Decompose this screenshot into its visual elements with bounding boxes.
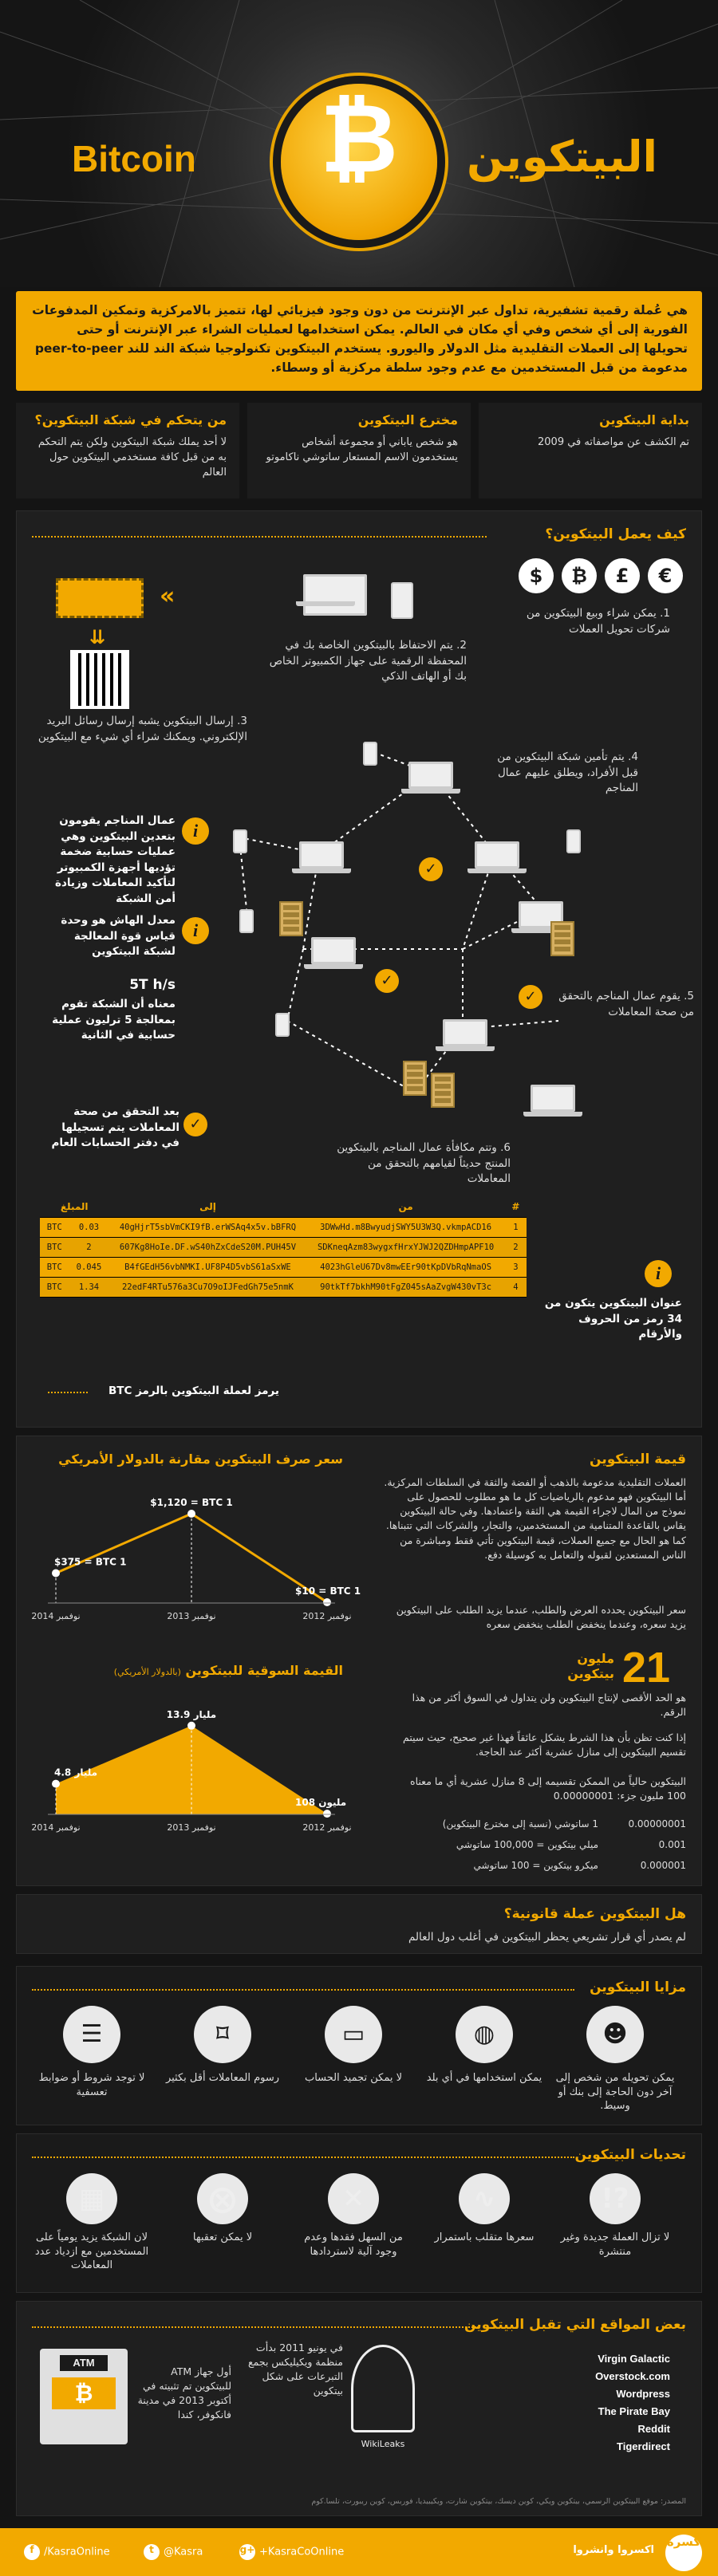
amount: 0.045 [69,1258,109,1278]
swap-arrows-icon: « [160,582,176,610]
legal-text: لم يصدر أي قرار تشريعي يحظر البيتكوين في أغلب دول العالم [408,1931,686,1944]
info-icon: i [645,1260,672,1287]
fact-title: مخترع البيتكوين [357,412,458,427]
node-laptop-icon [311,937,356,964]
challenge-item [32,2173,152,2273]
row-number: 4 [505,1278,527,1298]
million-number: 21 [622,1644,671,1692]
data-label: 108 مليون [295,1797,347,1809]
data-point [187,1722,195,1730]
facebook-icon: f [24,2544,40,2560]
places-title: بعض المواقع التي تقبل البيتكوين [464,2317,686,2333]
fact-text: تم الكشف عن مواصفاته في 2009 [538,436,689,448]
down-arrows-icon: ⇊ [89,626,106,648]
fact-title: من يتحكم في شبكة البيتكوين؟ [34,412,227,427]
challenge-icon: ∿ [459,2173,510,2224]
amount: 0.03 [69,1218,109,1238]
accepting-site: Reddit [637,2423,670,2435]
data-label: $10 = BTC 1 [295,1585,361,1597]
currency-coin-icon: £ [605,558,640,593]
from-address: 3DWwHd.m8BwyudjSWY5U3W3Q.vkmpACD16 [307,1218,505,1238]
ledger-table [40,1196,527,1298]
unit-btc-value: 0.001 [658,1839,686,1850]
fact-start [479,403,702,498]
atm-text: أول جهاز ATM للبيتكوين تم تثبيته في أكتوبر 2013 في مدينة فانكوفر، كندا [137,2365,231,2421]
currency-coin-icon: ₿ [562,558,597,593]
qr-code-icon [70,650,129,709]
table-row [40,1258,527,1278]
dotted-divider [32,2326,479,2328]
data-point [52,1780,60,1788]
x-tick-label: 2012 نوفمبر [302,1822,352,1833]
challenge-icon: ✕ [328,2173,379,2224]
to-address: 40gHjrT5sbVmCKI9fB.erWSAq4x5v.bBFRQ [108,1218,306,1238]
data-label: 13.9 مليار [166,1708,217,1720]
googleplus-icon: g+ [239,2544,255,2560]
data-label: $375 = BTC 1 [54,1556,127,1568]
unit: BTC [40,1218,69,1238]
unit-equivalent: 1 ساتوشي (نسبة إلى مخترع البيتكوين) [442,1818,598,1830]
step-5: 5. يقوم عمال المناجم بالتحقق من صحة المعاملات [558,990,694,1018]
value-paragraph-3: هو الحد الأقصى لإنتاج البيتكوين ولن يتداول في السوق أكثر من هذا الرقم. [412,1692,686,1719]
advantage-text: رسوم المعاملات أقل بكثير [165,2072,280,2084]
x-tick-label: 2014 نوفمبر [31,1611,81,1621]
advantage-text: يمكن استخدامها في أي بلد [426,2072,542,2084]
challenges-title: تحديات البيتكوين [574,2147,686,2163]
node-laptop-icon [531,1085,575,1112]
unit: BTC [40,1278,69,1298]
node-phone-icon [566,829,581,853]
data-point [323,1598,331,1606]
amount: 2 [69,1238,109,1258]
unit-btc-value: 0.000001 [640,1860,686,1871]
symbol-note: يرمز لعملة البيتكوين بالرمز BTC [108,1385,279,1397]
node-laptop-icon [475,841,519,869]
accepting-site: Wordpress [616,2388,670,2400]
how-title: كيف يعمل البيتكوين؟ [545,526,686,542]
challenge-item [424,2173,544,2245]
data-label: $1,120 = BTC 1 [150,1497,233,1508]
col-number: # [505,1196,527,1218]
wikileaks-hourglass-icon [351,2345,415,2432]
value-title: قيمة البيتكوين [590,1451,686,1467]
bitcoin-symbol: ₿ [320,84,398,195]
dotted-pointer [48,1392,88,1393]
col-to: إلى [108,1196,306,1218]
from-address: 90tkTf7bkhM90tFgZ045sAaZvgW430vT3c [307,1278,505,1298]
table-row [40,1218,527,1238]
hash-rate-meaning: معناه أن الشبكة تقوم بمعالجة 5 ترليون عملية حسابية في الثانية [52,998,176,1042]
brand-logo: كسرة [665,2535,702,2571]
unit: BTC [40,1258,69,1278]
col-from: من [307,1196,505,1218]
data-point [323,1810,331,1818]
step-2: 2. يتم الاحتفاظ بالبيتكوين الخاصة بك في المحفظة الرقمية على جهاز الكمبيوتر الخاص بك أو الهاتف الذكي [269,639,467,683]
advantage-text: يمكن تحويله من شخص إلى آخر دون الحاجة إلى بنك أو وسيط. [555,2072,675,2113]
row-number: 1 [505,1218,527,1238]
value-paragraph-5: البيتكوين حالياً من الممكن تقسيمه إلى 8 منازل عشرية أي ما معناه 100 مليون جزء: 0.00000001 [410,1775,686,1802]
advantage-item [32,2006,152,2099]
node-laptop-icon [299,841,344,869]
title-english: Bitcoin [72,138,196,179]
fact-text: لا أحد يملك شبكة البيتكوين ولكن يتم التحكم به من قبل كافة مستخدمي البيتكوين حول العالم [37,436,227,479]
to-address: B4fGEdH56vbNMKI.UF8P4D5vbS61aSxWE [108,1258,306,1278]
currency-coin-icon: $ [519,558,554,593]
node-phone-icon [233,829,247,853]
node-phone-icon [275,1013,290,1037]
challenge-text: لا تزال العملة جديدة وغير منتشرة [560,2231,670,2258]
chart-2-subtitle: (بالدولار الأمريكي) [113,1667,181,1677]
twitter-handle: @Kasra [164,2546,203,2558]
miner-server-icon [403,1061,427,1096]
advantage-icon: ☻ [586,2006,644,2063]
node-laptop-icon [408,762,453,789]
dotted-divider [32,2157,574,2158]
advantage-item [555,2006,675,2113]
bitcoin-coin-icon [281,84,437,240]
advantage-icon: ⌑ [194,2006,251,2063]
col-amount: المبلغ [40,1196,108,1218]
title-arabic: البيتكوين [467,132,658,182]
advantage-text: لا توجد شروط أو ضوابط تعسفية [38,2072,145,2098]
challenge-text: من السهل فقدها وعدم وجود آلية لاستردادها [304,2231,403,2258]
footer-tagline: اكسروا وانشروا [573,2544,654,2556]
value-paragraph-2: سعر البيتكوين يحدده العرض والطلب، عندما يزيد الطلب على البيتكوين يزيد سعره، وعندما ينخفض الطلب ينخفض سعره [396,1604,686,1631]
to-address: 607Kg8HoIe.DF.wS40hZxCdeS20M.PUH45V [108,1238,306,1258]
unit-btc-value: 0.00000001 [628,1818,686,1830]
million-word: مليون بيتكوين [567,1651,614,1681]
advantage-text: لا يمكن تجميد الحساب [304,2072,403,2084]
from-address: SDKneqAzm83wygxfHrxYJWJ2QZDHmpAPF10 [307,1238,505,1258]
atm-label: ATM [60,2355,108,2371]
laptop-wallet-icon [303,574,367,616]
advantage-item [163,2006,282,2086]
x-tick-label: 2013 نوفمبر [167,1822,216,1833]
verified-check-icon: ✓ [419,857,443,881]
data-label: 4.8 مليار [54,1767,98,1778]
verified-check-icon: ✓ [519,985,542,1009]
accepting-site: The Pirate Bay [598,2405,670,2417]
x-tick-label: 2014 نوفمبر [31,1822,81,1833]
wikileaks-label: WikiLeaks [361,2439,405,2449]
step-1: 1. يمكن شراء وبيع البيتكوين من شركات تحويل العملات [526,607,670,636]
googleplus-handle: +KasraCoOnline [259,2546,345,2558]
advantages-title: مزايا البيتكوين [590,1979,686,1995]
advantage-item [294,2006,413,2086]
advantage-icon: ▭ [325,2006,382,2063]
intro-banner: هي عُملة رقمية تشفيرية، تداول عبر الإنترنت من دون وجود فيزيائي لها، تتميز بالامركزية وتمكين المدفوعات الفورية إلى أي شخص وفي أي مكان في العالم. يمكن استخدامها لعمليات الشراء عبر الإنترنت أو حتى تحويلها إلى العملات التقليدية مثل الدولار واليورو. يستخدم البيتكوين تكنولوجيا شبكة الند للند peer-to-peer مدعومة من قبل المستخدمين مع عدم وجود سلطة مركزية أو وسطاء. [16,291,702,391]
twitter-icon: t [144,2544,160,2560]
wikileaks-text: في يونيو 2011 بدأت منظمة ويكيليكس بجمع التبرعات على شكل بيتكوين [248,2342,343,2397]
fact-title: بداية البيتكوين [599,412,689,427]
challenge-item [555,2173,675,2259]
header [0,0,718,287]
unit: BTC [40,1238,69,1258]
miner-server-icon [550,921,574,956]
node-phone-icon [239,909,254,933]
info-icon: i [182,917,209,944]
fact-control [16,403,239,498]
from-address: 4023hGleU67Dv8mwEEr90tKpDVbRqNmaOS [307,1258,505,1278]
step-6: 6. وتتم مكافأة عمال المناجم بالبيتكوين المنتج حديثاً لقيامهم بالتحقق من المعاملات [337,1141,511,1186]
footer [0,2528,718,2576]
table-row [40,1238,527,1258]
row-number: 3 [505,1258,527,1278]
atm-machine-icon [40,2349,128,2444]
challenge-text: لان الشبكة يزيد يومياً على المستخدمين مع ازدياد عدد المعاملات [34,2231,149,2272]
miner-server-icon [431,1073,455,1108]
challenge-icon: ▦ [66,2173,117,2224]
miners-note: عمال المناجم يقومون بتعدين البيتكوين وهي عمليات حسابية ضخمة تؤديها أجهزة الكمبيوتر لتأكيد المعاملات وزيادة أمن الشبكة [54,814,176,905]
unit-equivalent: ميكرو بيتكوين = 100 ساتوشي [473,1860,598,1871]
miner-server-icon [279,901,303,936]
challenge-item [294,2173,413,2259]
social-googleplus[interactable] [239,2544,344,2560]
accepting-site: Tigerdirect [617,2440,670,2452]
amount: 1.34 [69,1278,109,1298]
value-paragraph-1: العملات التقليدية مدعومة بالذهب أو الفضة والثقة في السلطات المركزية. أما البيتكوين فهو مدعوم بالرياضيات كل ما هو مطلوب للحصول على نموذج من المال لاجراء القيمة هي الثقة واعتمادها. وفي حالة البيتكوين يقاس بالقاعدة المتنامية من المستخدمين، والتجار، والشركات التي تتبناها. كما هو الحال مع جميع العملات، قيمة البيتكوين تأتي فقط ومباشرة من الناس المستعدين لقبوله والتعامل به كوسيلة دفع. [384,1476,686,1561]
step-3: 3. إرسال البيتكوين يشبه إرسال رسائل البريد الإلكتروني. ويمكنك شراء أي شيء مع البيتكوين [37,715,247,743]
advantage-icon: ◍ [456,2006,513,2063]
data-point [52,1570,60,1578]
ledger-note: بعد التحقق من صحة المعاملات يتم تسجيلها في دفتر الحسابات العام [51,1105,180,1150]
unit-equivalent: ميلي بيتكوين = 100,000 ساتوشي [456,1839,598,1850]
social-twitter[interactable] [144,2544,203,2560]
bitcoin-banknote-icon [56,578,144,618]
fact-inventor [247,403,471,498]
chart-2-title-text: القيمة السوقية للبيتكوين [185,1663,343,1678]
verified-check-icon: ✓ [375,969,399,993]
hash-rate-value: 5T h/s [129,977,176,993]
row-number: 2 [505,1238,527,1258]
x-tick-label: 2012 نوفمبر [302,1611,352,1621]
challenge-text: سعرها متقلب باستمرار [434,2231,535,2243]
challenge-text: لا يمكن تعقبها [192,2231,253,2243]
challenge-item [163,2173,282,2245]
to-address: 22edF4RTu576a3Cu7O9oIJFedGh75e5nmK [108,1278,306,1298]
facebook-handle: /KasraOnline [44,2546,110,2558]
market-cap-chart [32,1687,351,1846]
dotted-divider [32,536,487,538]
data-point [187,1510,195,1518]
advantage-icon: ☰ [63,2006,120,2063]
node-laptop-icon [443,1019,487,1046]
fact-text: هو شخص ياباني أو مجموعة أشخاص يستخدمون الاسم المستعار ساتوشي ناكاموتو [266,436,458,463]
hash-rate-note: معدل الهاش هو وحدة قياس قوة المعالجة لشبكة البيتكوين [61,914,176,959]
chart-1-title: سعر صرف البيتكوين مقارنة بالدولار الأمريكي [58,1451,343,1467]
dotted-divider [32,1989,574,1991]
social-facebook[interactable] [24,2544,110,2560]
atm-bitcoin-icon: ₿ [52,2377,116,2409]
advantage-item [424,2006,544,2086]
address-note: عنوان البيتكوين يتكون من 34 رمز من الحروف والأرقام [544,1297,682,1341]
legal-title: هل البيتكوين عملة قانونية؟ [503,1906,686,1922]
challenge-icon: ⨂ [197,2173,248,2224]
table-row [40,1278,527,1298]
currency-coin-icon: € [648,558,683,593]
sources-text: المصدر: موقع البيتكوين الرسمي، بيتكوين ويكي، كوين ديسك، بيتكوين شارت، ويكيبيديا، فوربس، كوين ريبورت، تلسا.كوم [311,2497,686,2506]
challenge-icon: ?! [590,2173,641,2224]
value-paragraph-4: إذا كنت تظن بأن هذا الشرط يشكل عائقاً فهذا غير صحيح، حيث سيتم تقسيم البيتكوين إلى منازل عشرية أكثر عند الحاجة. [403,1731,686,1759]
x-tick-label: 2013 نوفمبر [167,1611,216,1621]
exchange-rate-chart [31,1475,361,1635]
info-icon: i [182,817,209,845]
node-phone-icon [363,742,377,766]
chart-2-title [114,1663,343,1678]
verified-check-icon: ✓ [183,1113,207,1136]
step-4: 4. يتم تأمين شبكة البيتكوين من قبل الأفراد، ويطلق عليهم عمال المناجم [497,750,638,795]
phone-wallet-icon [391,582,413,619]
accepting-site: Overstock.com [595,2370,670,2382]
accepting-site: Virgin Galactic [598,2353,670,2365]
